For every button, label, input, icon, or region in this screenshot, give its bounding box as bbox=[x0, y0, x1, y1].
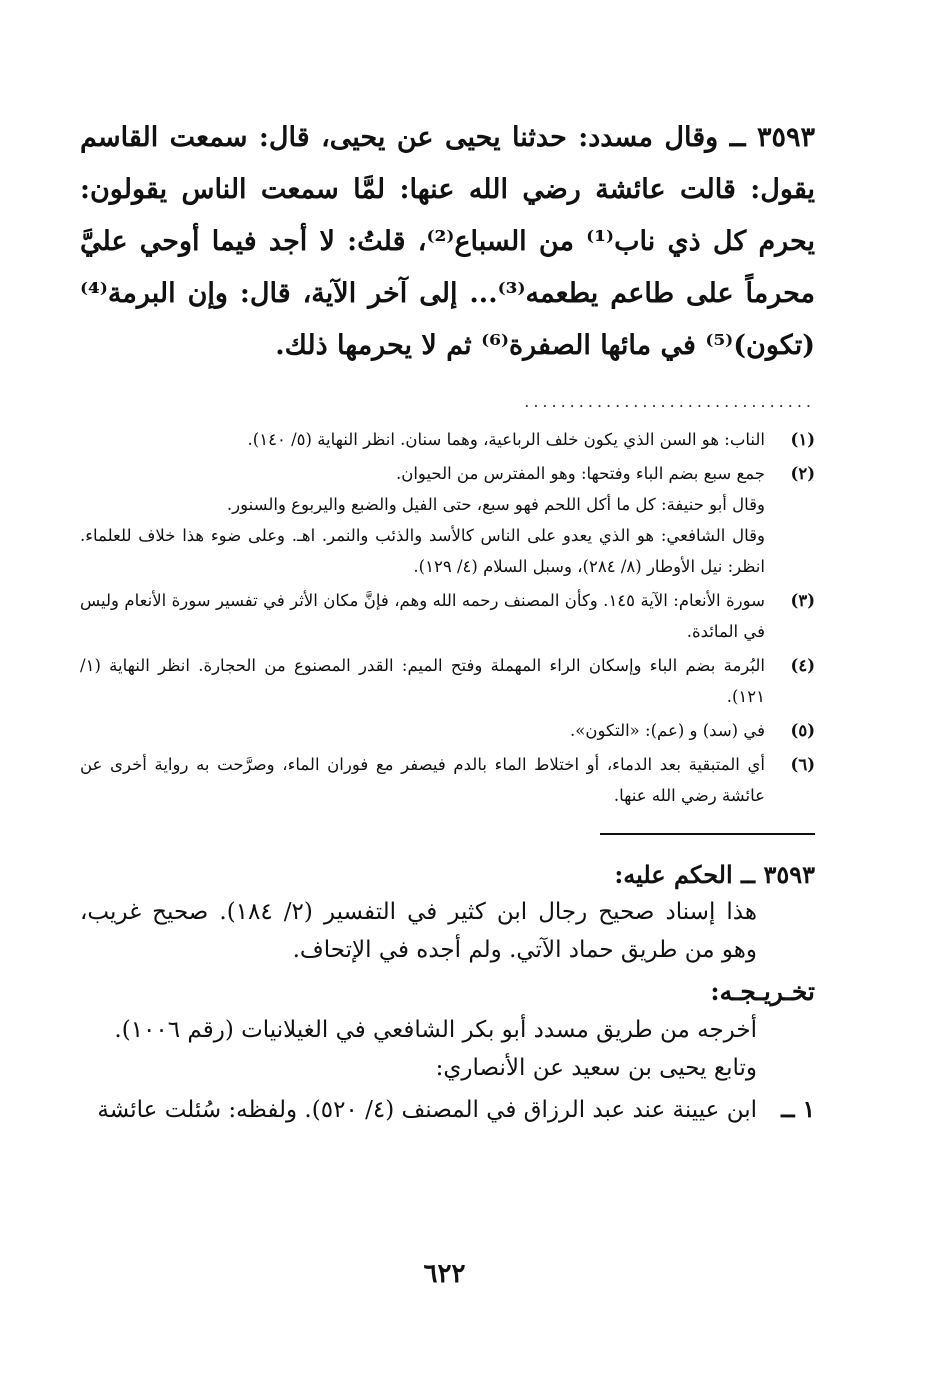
footnote-number: (٥) bbox=[790, 721, 815, 740]
page-content bbox=[80, 112, 815, 1129]
page-number: ٦٢٢ bbox=[423, 1259, 466, 1289]
footnote-text: أي المتبقية بعد الدماء، أو اختلاط الماء بالدم فيصفر مع فوران الماء، وصرَّحت به رواية أخرى عن عائشة رضي الله عنها. bbox=[80, 755, 765, 805]
item-number: ١ ــ bbox=[781, 1096, 815, 1123]
footnote-text: وقال الشافعي: هو الذي يعدو على الناس كالأسد والذئب والنمر. اهـ. وعلى ضوء هذا خلاف للعلماء. انظر: نيل الأوطار (٨/ ٢٨٤)، وسبل السلام (٤/ ١٢٩). bbox=[80, 526, 765, 576]
footnotes bbox=[80, 424, 815, 811]
takhrij-line-1: أخرجه من طريق مسدد أبو بكر الشافعي في الغيلانيات (رقم ١٠٠٦). bbox=[114, 1017, 757, 1043]
footnote-text: جمع سبع بضم الباء وفتحها: وهو المفترس من الحيوان. bbox=[395, 464, 765, 483]
footnote-text: الناب: هو السن الذي يكون خلف الرباعية، وهما سنان. انظر النهاية (٥/ ١٤٠). bbox=[247, 430, 765, 449]
ruling-text: هذا إسناد صحيح رجال ابن كثير في التفسير (٢/ ١٨٤). صحيح غريب، وهو من طريق حماد الآتي. ولم أجده في الإتحاف. bbox=[80, 899, 757, 963]
footnote-number: (٣) bbox=[790, 591, 815, 610]
section-divider bbox=[600, 833, 815, 835]
footnote-3 bbox=[80, 585, 815, 647]
takhrij-item-1 bbox=[80, 1091, 815, 1129]
footnote-number: (٦) bbox=[790, 755, 815, 774]
footnote-text: البُرمة بضم الباء وإسكان الراء المهملة وفتح الميم: القدر المصنوع من الحجارة. انظر النهاية (١/ ١٢١). bbox=[80, 656, 765, 706]
hadith-paragraph bbox=[80, 112, 815, 372]
footnote-number: (٤) bbox=[790, 656, 815, 675]
item-text: ابن عيينة عند عبد الرزاق في المصنف (٤/ ٥٢٠). ولفظه: سُئلت عائشة bbox=[97, 1097, 757, 1123]
footnote-text: سورة الأنعام: الآية ١٤٥. وكأن المصنف رحمه الله وهم، فإنَّ مكان الأثر في تفسير سورة الأنعام وليس في المائدة. bbox=[80, 591, 765, 641]
footnote-number: (٢) bbox=[790, 464, 815, 483]
footnote-number: (١) bbox=[790, 430, 815, 449]
hadith-number: ٣٥٩٣ bbox=[756, 122, 815, 153]
takhrij-line-2: وتابع يحيى بن سعيد عن الأنصاري: bbox=[435, 1055, 757, 1081]
hadith-text: ــ وقال مسدد: حدثنا يحيى عن يحيى، قال: سمعت القاسم يقول: قالت عائشة رضي الله عنها: لمَّا سمعت الناس يقولون: يحرم كل ذي ناب⁽¹⁾ من السباع⁽²⁾، قلتُ: لا أجد فيما أوحي عليَّ محرماً على طاعم يطعمه⁽³⁾... إلى آخر الآية، قال: وإن البرمة⁽⁴⁾ (تكون)⁽⁵⁾ في مائها الصفرة⁽⁶⁾ ثم لا يحرمها ذلك. bbox=[80, 122, 816, 361]
footnote-1 bbox=[80, 424, 815, 455]
commentary bbox=[80, 893, 815, 1129]
ruling-heading: ٣٥٩٣ ــ الحكم عليه: bbox=[614, 860, 815, 889]
footnote-text: وقال أبو حنيفة: كل ما أكل اللحم فهو سبع، حتى الفيل والضبع واليربوع والسنور. bbox=[226, 495, 765, 514]
footnote-separator: ................................ bbox=[524, 392, 815, 411]
footnote-5 bbox=[80, 715, 815, 746]
footnote-2 bbox=[80, 458, 815, 582]
footnote-6 bbox=[80, 749, 815, 811]
footnote-text: في (سد) و (عم): «التكون». bbox=[570, 721, 765, 740]
footnote-4 bbox=[80, 650, 815, 712]
takhrij-heading: تخـريـجـه: bbox=[710, 977, 815, 1006]
